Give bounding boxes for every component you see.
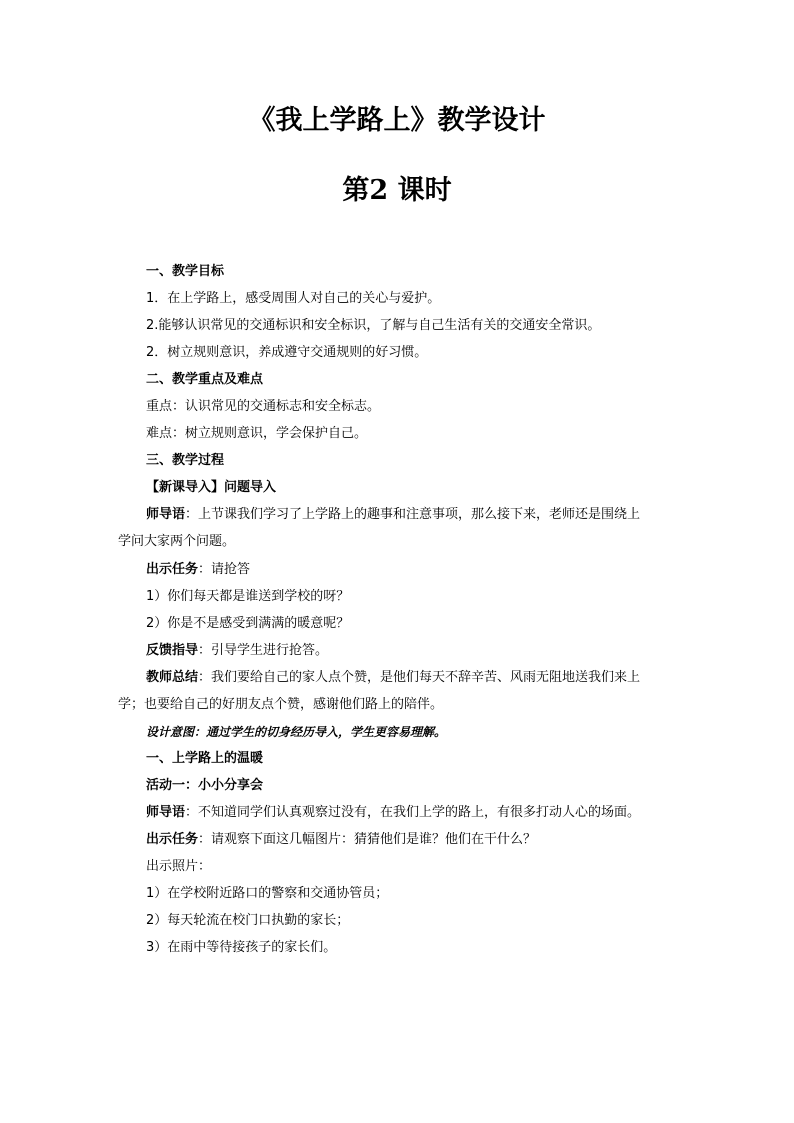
task-label: 出示任务: [146, 562, 199, 577]
guide-label: 师导语: [146, 805, 186, 820]
document-title: 《我上学路上》教学设计: [248, 105, 546, 136]
task-paragraph-2: [146, 830, 706, 850]
photo-item-3: 3）在雨中等待接孩子的家长们。: [146, 940, 337, 955]
objective-item-3: 2．树立规则意识，养成遵守交通规则的好习惯。: [146, 345, 428, 360]
question-1: 1）你们每天都是谁送到学校的呀？: [146, 589, 350, 604]
question-2: 2）你是不是感受到满满的暖意呢？: [146, 616, 350, 631]
document-subtitle: 第2 课时: [342, 175, 452, 206]
guide-text: ：不知道同学们认真观察过没有，在我们上学的路上，有很多打动人心的场面。: [185, 805, 641, 820]
objectives-heading: 一、教学目标: [146, 264, 225, 279]
summary-label: 教师总结: [146, 670, 199, 685]
summary-text: ：我们要给自己的家人点个赞，是他们每天不辞辛苦、风雨无阻地送我们来上: [198, 670, 641, 685]
task-label: 出示任务: [146, 832, 199, 847]
summary-paragraph: [146, 668, 706, 688]
guide-label: 师导语: [146, 507, 186, 522]
task-paragraph-1: [146, 560, 706, 580]
key-point: 重点：认识常见的交通标志和安全标志。: [146, 399, 381, 414]
guide-paragraph-1-cont: 学问大家两个问题。: [118, 534, 236, 549]
photos-label: 出示照片：: [146, 859, 212, 874]
summary-paragraph-cont: 学；也要给自己的好朋友点个赞，感谢他们路上的陪伴。: [118, 697, 444, 712]
key-points-heading: 二、教学重点及难点: [146, 372, 264, 387]
guide-paragraph-1: [146, 505, 706, 525]
activity-heading: 活动一：小小分享会: [146, 778, 264, 793]
objective-item-2: 2.能够认识常见的交通标识和安全标识，了解与自己生活有关的交通安全常识。: [146, 318, 601, 333]
feedback-label: 反馈指导: [146, 643, 199, 658]
section-heading: 一、上学路上的温暖: [146, 751, 264, 766]
task-text: ：请观察下面这几幅图片：猜猜他们是谁？他们在干什么？: [198, 832, 537, 847]
feedback-paragraph: [146, 641, 706, 661]
guide-text: ：上节课我们学习了上学路上的趣事和注意事项，那么接下来，老师还是围绕上: [185, 507, 641, 522]
feedback-text: ：引导学生进行抢答。: [198, 643, 329, 658]
process-heading: 三、教学过程: [146, 453, 225, 468]
guide-paragraph-2: [146, 803, 706, 823]
intro-heading: 【新课导入】问题导入: [146, 480, 277, 495]
photo-item-2: 2）每天轮流在校门口执勤的家长；: [146, 913, 350, 928]
difficult-point: 难点：树立规则意识，学会保护自己。: [146, 426, 368, 441]
photo-item-1: 1）在学校附近路口的警察和交通协管员；: [146, 886, 389, 901]
design-intent: 设计意图：通过学生的切身经历导入，学生更容易理解。: [146, 725, 447, 739]
task-text: ：请抢答: [198, 562, 251, 577]
objective-item-1: 1．在上学路上，感受周围人对自己的关心与爱护。: [146, 291, 441, 306]
